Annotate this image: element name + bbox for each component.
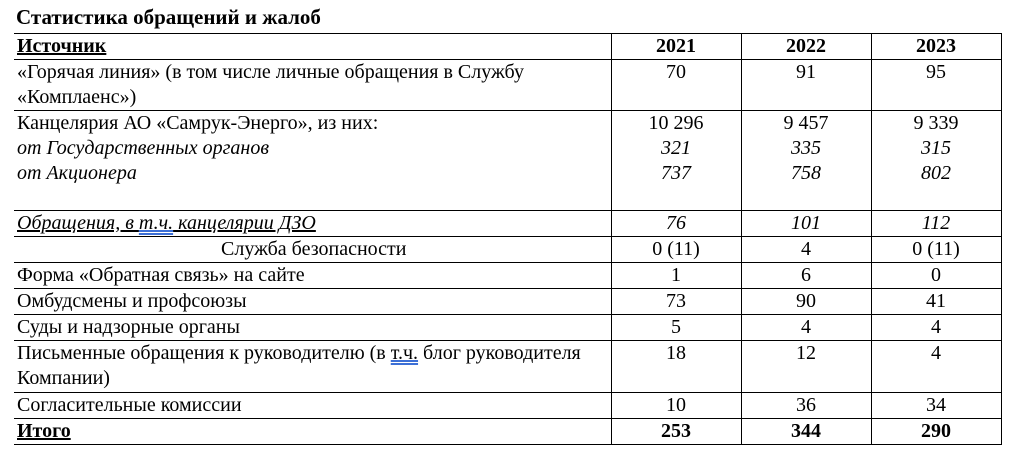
cell-conciliation-2022: 36 xyxy=(741,393,871,419)
dzo-label-part-b: канцелярии ДЗО xyxy=(173,212,316,234)
cell-courts-2021: 5 xyxy=(611,315,741,341)
header-2021: 2021 xyxy=(611,34,741,60)
office-total-2021: 10 296 xyxy=(648,112,704,134)
office-shareholder-2022: 758 xyxy=(791,162,821,184)
office-gov-2023: 315 xyxy=(921,137,951,159)
cell-security-2021: 0 (11) xyxy=(611,237,741,263)
header-2023: 2023 xyxy=(871,34,1001,60)
cell-dzo-2021: 76 xyxy=(611,211,741,237)
cell-letters-2021: 18 xyxy=(611,341,741,393)
header-source: Источник xyxy=(14,34,611,60)
row-label-security: Служба безопасности xyxy=(14,237,611,263)
table-row xyxy=(14,237,1001,263)
cell-dzo-2023: 112 xyxy=(871,211,1001,237)
row-label-total: Итого xyxy=(14,419,611,445)
cell-dzo-2022: 101 xyxy=(741,211,871,237)
cell-courts-2022: 4 xyxy=(741,315,871,341)
table-row xyxy=(14,263,1001,289)
table-row xyxy=(14,60,1001,111)
office-total-2022: 9 457 xyxy=(783,112,829,134)
cell-hotline-2022: 91 xyxy=(741,60,871,111)
cell-total-2022: 344 xyxy=(741,419,871,445)
cell-conciliation-2021: 10 xyxy=(611,393,741,419)
cell-security-2023: 0 (11) xyxy=(871,237,1001,263)
table-total-row xyxy=(14,419,1001,445)
table-row xyxy=(14,341,1001,393)
cell-feedback-2022: 6 xyxy=(741,263,871,289)
office-shareholder-2023: 802 xyxy=(921,162,951,184)
office-shareholder-2021: 737 xyxy=(661,162,691,184)
cell-total-2023: 290 xyxy=(871,419,1001,445)
letters-label-part-a: Письменные обращения к руководителю (в xyxy=(17,342,391,364)
table-row xyxy=(14,315,1001,341)
row-label-courts: Суды и надзорные органы xyxy=(14,315,611,341)
row-label-ombudsman: Омбудсмены и профсоюзы xyxy=(14,289,611,315)
table-row xyxy=(14,111,1001,211)
table-row xyxy=(14,393,1001,419)
table-row xyxy=(14,211,1001,237)
cell-security-2022: 4 xyxy=(741,237,871,263)
row-label-letters xyxy=(14,341,611,393)
cell-ombudsman-2022: 90 xyxy=(741,289,871,315)
cell-ombudsman-2023: 41 xyxy=(871,289,1001,315)
cell-ombudsman-2021: 73 xyxy=(611,289,741,315)
office-label: Канцелярия АО «Самрук-Энерго», из них: xyxy=(17,112,379,134)
office-gov-2021: 321 xyxy=(661,137,691,159)
row-label-hotline: «Горячая линия» (в том числе личные обращения в Службу «Комплаенс») xyxy=(14,60,611,111)
dzo-label-part-a: Обращения, в xyxy=(17,212,139,234)
cell-hotline-2021: 70 xyxy=(611,60,741,111)
cell-office-2023 xyxy=(871,111,1001,211)
cell-conciliation-2023: 34 xyxy=(871,393,1001,419)
cell-letters-2022: 12 xyxy=(741,341,871,393)
dzo-label-abbrev: т.ч. xyxy=(138,212,174,234)
office-shareholder-label: от Акционера xyxy=(17,162,137,184)
page-title: Статистика обращений и жалоб xyxy=(16,5,321,29)
row-label-office xyxy=(14,111,611,211)
letters-label-part-b: блог руководителя Компании) xyxy=(17,342,581,389)
cell-office-2021 xyxy=(611,111,741,211)
row-label-feedback: Форма «Обратная связь» на сайте xyxy=(14,263,611,289)
office-gov-label: от Государственных органов xyxy=(17,137,270,159)
table-row xyxy=(14,289,1001,315)
cell-letters-2023: 4 xyxy=(871,341,1001,393)
header-2022: 2022 xyxy=(741,34,871,60)
row-label-dzo xyxy=(14,211,611,237)
cell-hotline-2023: 95 xyxy=(871,60,1001,111)
cell-feedback-2021: 1 xyxy=(611,263,741,289)
cell-courts-2023: 4 xyxy=(871,315,1001,341)
cell-feedback-2023: 0 xyxy=(871,263,1001,289)
office-gov-2022: 335 xyxy=(791,137,821,159)
cell-total-2021: 253 xyxy=(611,419,741,445)
office-total-2023: 9 339 xyxy=(913,112,959,134)
row-label-conciliation: Согласительные комиссии xyxy=(14,393,611,419)
letters-label-abbrev: т.ч. xyxy=(390,342,419,364)
table-header-row xyxy=(14,34,1001,60)
cell-office-2022 xyxy=(741,111,871,211)
statistics-table xyxy=(14,33,1002,445)
